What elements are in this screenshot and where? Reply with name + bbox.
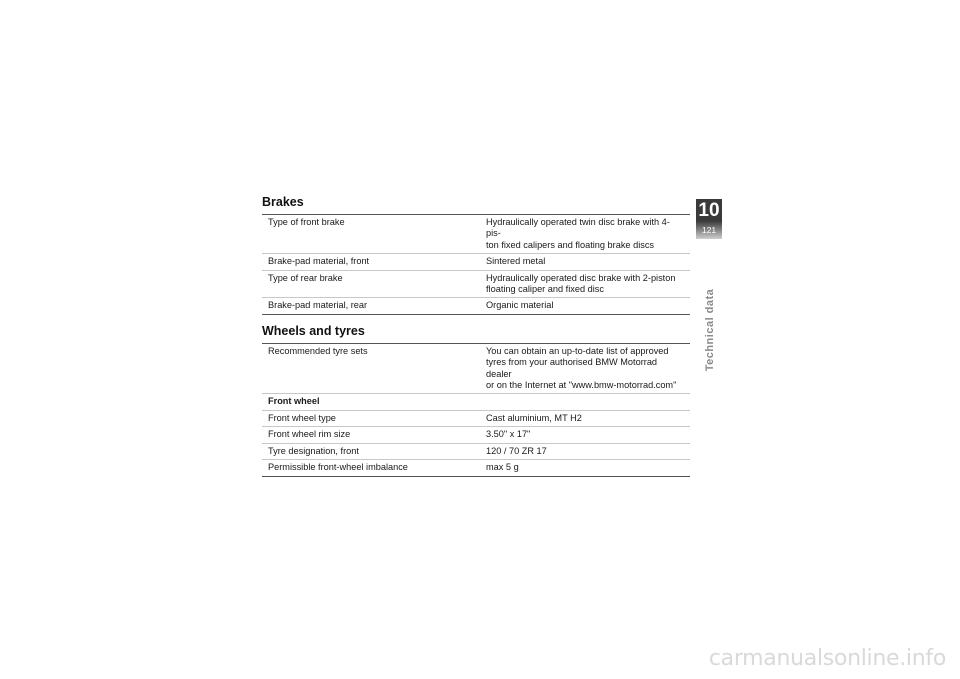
row-value: Organic material bbox=[474, 298, 690, 314]
table-row bbox=[262, 443, 690, 459]
table-row bbox=[262, 460, 690, 476]
chapter-number: 10 bbox=[698, 200, 720, 221]
brakes-heading: Brakes bbox=[262, 195, 304, 209]
row-value: 120 / 70 ZR 17 bbox=[474, 443, 690, 459]
row-value: Cast aluminium, MT H2 bbox=[474, 410, 690, 426]
section-label: Technical data bbox=[704, 288, 716, 372]
brakes-table bbox=[262, 214, 690, 315]
table-row bbox=[262, 215, 690, 254]
wheels-table bbox=[262, 343, 690, 477]
table-row bbox=[262, 343, 690, 394]
row-value: Hydraulically operated twin disc brake with 4-pis- ton fixed calipers and floating brake discs bbox=[474, 215, 690, 254]
table-row bbox=[262, 254, 690, 270]
row-value: 3.50" x 17" bbox=[474, 427, 690, 443]
row-label: Type of rear brake bbox=[262, 270, 474, 298]
row-label: Permissible front-wheel imbalance bbox=[262, 460, 474, 476]
front-wheel-subheading: Front wheel bbox=[262, 394, 690, 410]
row-value: max 5 g bbox=[474, 460, 690, 476]
row-label: Recommended tyre sets bbox=[262, 343, 474, 394]
row-value: Hydraulically operated disc brake with 2-piston floating caliper and fixed disc bbox=[474, 270, 690, 298]
chapter-tab bbox=[696, 199, 722, 239]
table-row bbox=[262, 270, 690, 298]
row-label: Brake-pad material, front bbox=[262, 254, 474, 270]
row-label: Brake-pad material, rear bbox=[262, 298, 474, 314]
row-label: Type of front brake bbox=[262, 215, 474, 254]
row-label: Front wheel rim size bbox=[262, 427, 474, 443]
row-label: Front wheel type bbox=[262, 410, 474, 426]
watermark: carmanualsonline.info bbox=[708, 646, 946, 671]
table-subheading-row bbox=[262, 394, 690, 410]
table-row bbox=[262, 427, 690, 443]
wheels-heading: Wheels and tyres bbox=[262, 323, 365, 338]
page-number: 121 bbox=[701, 225, 717, 235]
page-content bbox=[262, 194, 690, 477]
row-value: You can obtain an up-to-date list of approved tyres from your authorised BMW Motorrad dealer or on the Internet at "www.bmw-motorrad.com" bbox=[474, 343, 690, 394]
row-value: Sintered metal bbox=[474, 254, 690, 270]
table-row bbox=[262, 410, 690, 426]
table-row bbox=[262, 298, 690, 314]
row-label: Tyre designation, front bbox=[262, 443, 474, 459]
